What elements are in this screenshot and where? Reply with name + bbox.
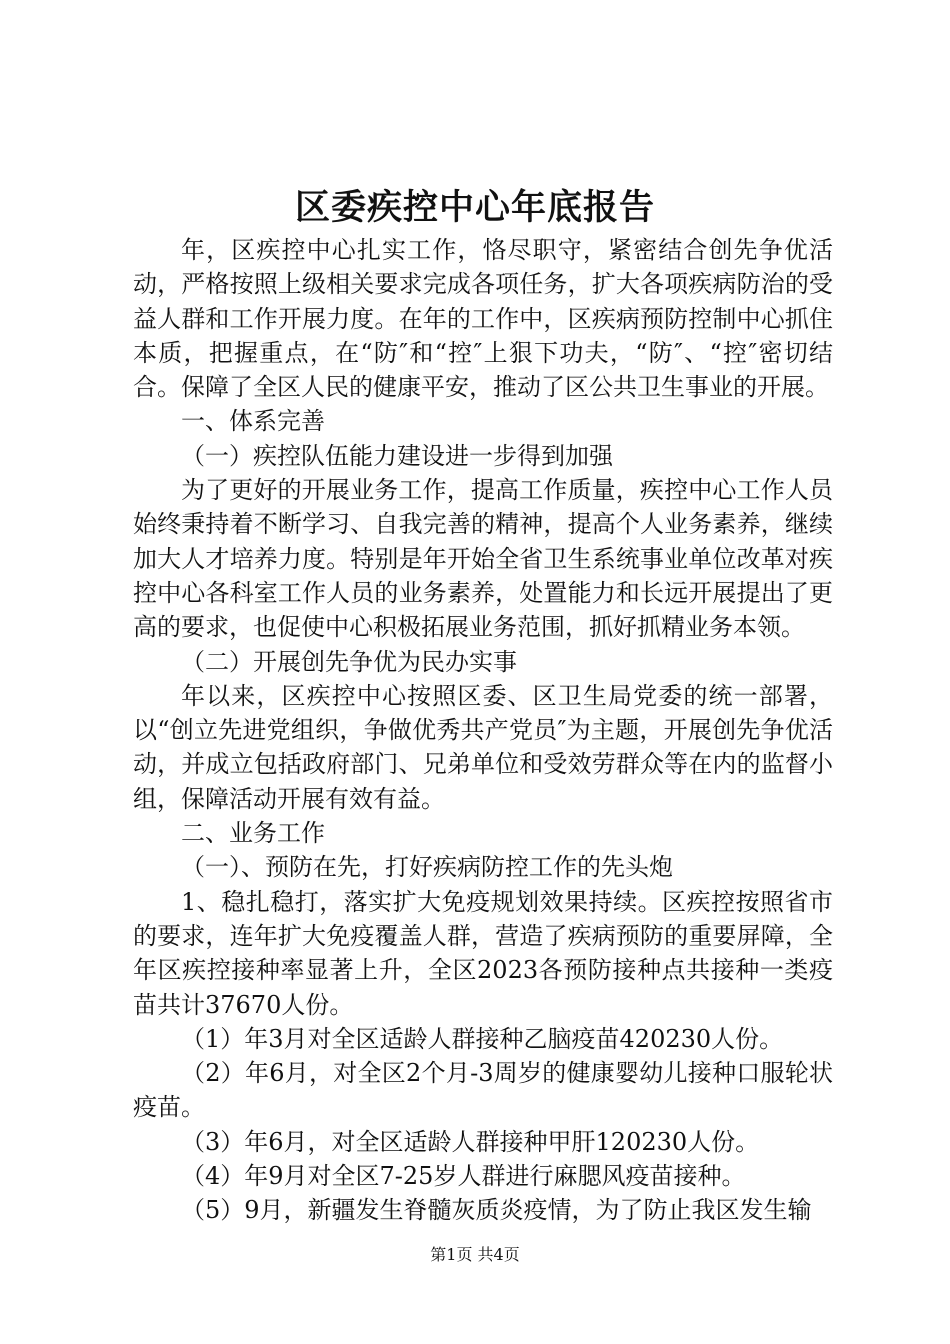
paragraph-team-building: 为了更好的开展业务工作，提高工作质量，疾控中心工作人员始终秉持着不断学习、自我完善的精神，提高个人业务素养，继续加大人才培养力度。特别是年开始全省卫生系统事业单位改革对疾控中心各科室工作人员的业务素养，处置能力和长远开展提出了更高的要求，也促使中心积极拓展业务范围，抓好抓精业务本领。: [133, 476, 833, 642]
page-number-footer: 第1页 共4页: [430, 1245, 520, 1264]
list-item-5: （5）9月，新疆发生脊髓灰质炎疫情，为了防止我区发生输: [181, 1196, 812, 1225]
subsection-heading-1-2: （二）开展创先争优为民办实事: [181, 647, 517, 676]
list-item-4: （4）年9月对全区7-25岁人群进行麻腮风疫苗接种。: [181, 1162, 746, 1191]
paragraph-immunization: 1、稳扎稳打，落实扩大免疫规划效果持续。区疾控按照省市的要求，连年扩大免疫覆盖人群，营造了疾病预防的重要屏障，全年区疾控接种率显著上升，全区2023各预防接种点共接种一类疫苗共计37670人份。: [133, 887, 833, 1019]
document-title: 区委疾控中心年底报告: [294, 187, 655, 228]
paragraph-excellence-campaign: 年以来，区疾控中心按照区委、区卫生局党委的统一部署，以“创立先进党组织，争做优秀共产党员″为主题，开展创先争优活动，并成立包括政府部门、兄弟单位和受效劳群众等在内的监督小组，保障活动开展有效有益。: [133, 681, 833, 813]
document-body: [133, 233, 833, 1228]
list-item-1: （1）年3月对全区适龄人群接种乙脑疫苗420230人份。: [181, 1024, 784, 1053]
list-item-2: （2）年6月，对全区2个月-3周岁的健康婴幼儿接种口服轮状疫苗。: [133, 1059, 833, 1122]
section-heading-1: 一、体系完善: [181, 407, 325, 436]
section-heading-2: 二、业务工作: [181, 819, 325, 848]
subsection-heading-2-1: （一）、预防在先，打好疾病防控工作的先头炮: [181, 853, 673, 882]
paragraph-intro: 年，区疾控中心扎实工作，恪尽职守，紧密结合创先争优活动，严格按照上级相关要求完成各项任务，扩大各项疾病防治的受益人群和工作开展力度。在年的工作中，区疾病预防控制中心抓住本质，把握重点，在“防″和“控″上狠下功夫，“防″、“控″密切结合。保障了全区人民的健康平安，推动了区公共卫生事业的开展。: [133, 236, 833, 402]
subsection-heading-1-1: （一）疾控队伍能力建设进一步得到加强: [181, 441, 613, 470]
list-item-3: （3）年6月，对全区适龄人群接种甲肝120230人份。: [181, 1127, 760, 1156]
